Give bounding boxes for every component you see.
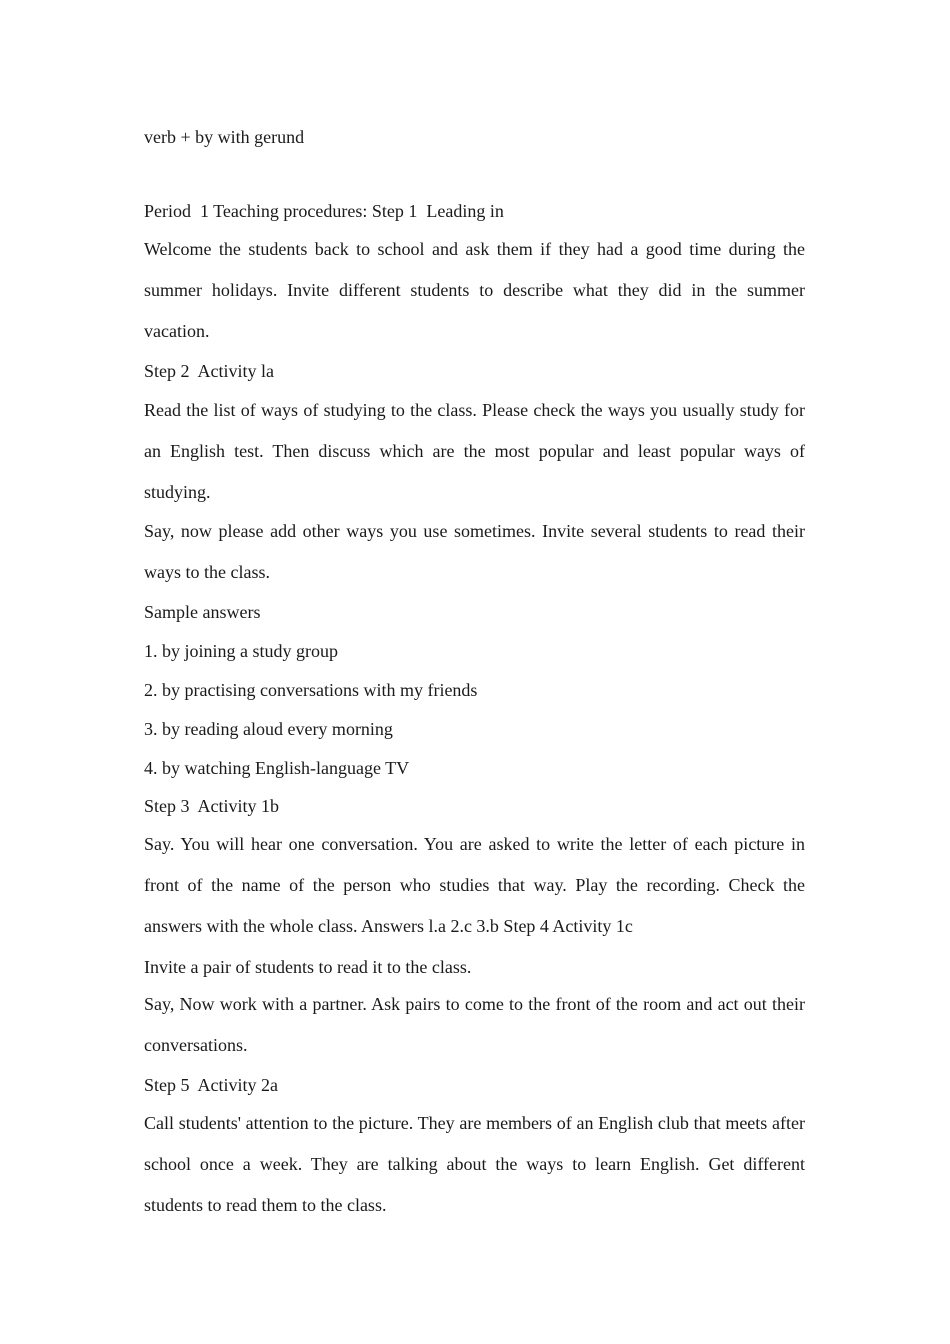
- period-line: Period 1 Teaching procedures: Step 1 Leading in: [144, 201, 504, 221]
- list-item: 1. by joining a study group: [144, 641, 338, 661]
- paragraph-pair: Invite a pair of students to read it to the class.: [144, 957, 472, 977]
- paragraph-read-list: Read the list of ways of studying to the class. Please check the ways you usually study for an English test. Then discuss which are the most popular and least popular ways of studying.: [144, 400, 805, 502]
- step3-heading: Step 3 Activity 1b: [144, 796, 279, 816]
- paragraph-welcome: Welcome the students back to school and ask them if they had a good time during the summer holidays. Invite different students to describe what they did in the summer vacation.: [144, 239, 805, 341]
- sample-answers-label: Sample answers: [144, 602, 261, 622]
- heading: verb + by with gerund: [144, 127, 305, 147]
- paragraph-attention: Call students' attention to the picture. They are members of an English club that meets after school once a week. They are talking about the ways to learn English. Get different students to read them to the class.: [144, 1113, 805, 1215]
- step2-heading: Step 2 Activity la: [144, 361, 274, 381]
- list-item: 4. by watching English-language TV: [144, 758, 410, 778]
- list-item: 2. by practising conversations with my friends: [144, 680, 478, 700]
- paragraph-hear: Say. You will hear one conversation. You are asked to write the letter of each picture in front of the name of the person who studies that way. Play the recording. Check the answers with the whole class. Answers l.a 2.c 3.b Step 4 Activity 1c: [144, 834, 805, 936]
- paragraph-partner: Say, Now work with a partner. Ask pairs to come to the front of the room and act out their conversations.: [144, 994, 805, 1055]
- list-item: 3. by reading aloud every morning: [144, 719, 393, 739]
- paragraph-say-add: Say, now please add other ways you use sometimes. Invite several students to read their ways to the class.: [144, 521, 805, 582]
- step5-heading: Step 5 Activity 2a: [144, 1075, 278, 1095]
